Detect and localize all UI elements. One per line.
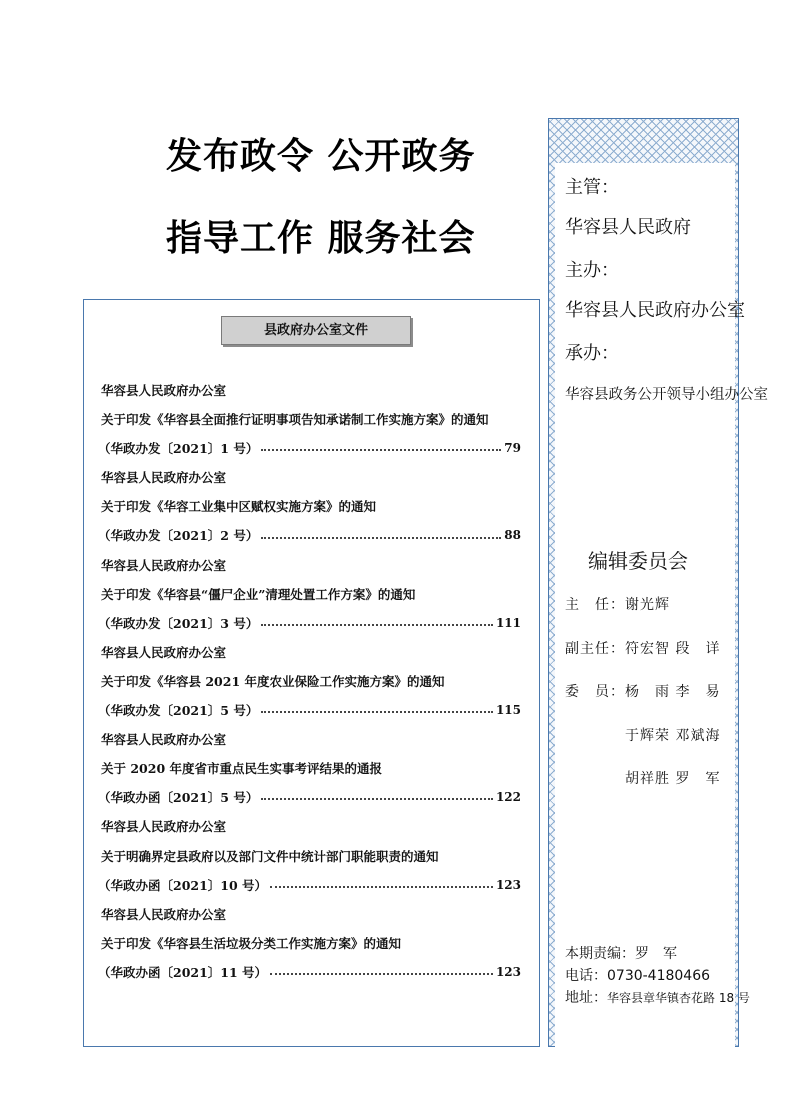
toc-entry[interactable] — [84, 725, 541, 812]
toc-entry-page-number: 123 — [495, 964, 521, 979]
toc-entry-issuer: 华容县人民政府办公室 — [101, 644, 227, 660]
toc-entry-issuer: 华容县人民政府办公室 — [101, 383, 227, 398]
masthead-panel — [555, 163, 768, 1060]
toc-entry-doc-number: （华政办发〔2021〕2 号） — [98, 528, 259, 544]
toc-entry-doc-number: （华政办发〔2021〕3 号） — [98, 615, 259, 631]
committee-member-line: 副主任：符宏智 段 详 — [565, 641, 721, 657]
toc-entry-page-number: 88 — [504, 528, 521, 543]
toc-entry-page-number: 115 — [495, 703, 521, 718]
dot-leader — [270, 973, 493, 975]
committee-member-line: 于辉荣 邓斌海 — [565, 728, 721, 744]
toc-entry[interactable] — [84, 463, 541, 550]
toc-entry-issuer: 华容县人民政府办公室 — [101, 906, 227, 922]
editor-in-charge: 本期责编：罗 军 — [565, 946, 677, 962]
toc-entry[interactable] — [84, 812, 541, 899]
toc-entry-doc-number: （华政办函〔2021〕11 号） — [98, 964, 268, 980]
committee-member-line: 胡祥胜 罗 军 — [565, 771, 721, 787]
toc-entry-title[interactable]: 关于 2020 年度省市重点民生实事考评结果的通报 — [101, 761, 382, 777]
sponsor-label: 主办： — [565, 260, 619, 281]
address-label: 地址： — [565, 990, 607, 1006]
dot-leader — [270, 886, 493, 888]
toc-entry-reference-line — [84, 871, 541, 900]
masthead-sidebar — [548, 118, 768, 1047]
dot-leader — [261, 624, 493, 626]
dot-leader — [261, 537, 501, 539]
toc-entry-title[interactable]: 关于印发《华容工业集中区赋权实施方案》的通知 — [101, 499, 377, 515]
toc-entry[interactable] — [84, 376, 541, 463]
slogan-line-2: 指导工作 服务社会 — [166, 218, 476, 259]
toc-entry-issuer: 华容县人民政府办公室 — [101, 557, 227, 573]
toc-entry[interactable] — [84, 551, 541, 638]
toc-entry-reference-line — [84, 783, 541, 812]
toc-entry-title[interactable]: 关于印发《华容县“僵尸企业”清理处置工作方案》的通知 — [101, 586, 416, 602]
toc-entry[interactable] — [84, 900, 541, 987]
toc-entry-issuer: 华容县人民政府办公室 — [101, 470, 227, 486]
dot-leader — [261, 711, 493, 713]
toc-entry-doc-number: （华政办发〔2021〕5 号） — [98, 703, 259, 719]
toc-entry-page-number: 111 — [495, 615, 521, 630]
address — [565, 987, 750, 1007]
slogan-line-1: 发布政令 公开政务 — [166, 136, 476, 177]
toc-entry-page-number: 123 — [495, 877, 521, 892]
toc-entry-issuer: 华容县人民政府办公室 — [101, 819, 227, 835]
supervisor-label: 主管： — [565, 177, 619, 198]
sponsor-name: 华容县人民政府办公室 — [565, 300, 745, 321]
toc-entry-reference-line — [84, 696, 541, 725]
organizer-label: 承办： — [565, 343, 619, 364]
phone-number: 电话：0730-4180466 — [565, 968, 711, 984]
address-value: 华容县章华镇杏花路 18 号 — [607, 991, 750, 1005]
toc-entry-list — [84, 376, 541, 987]
table-of-contents — [83, 299, 540, 1047]
toc-entry-issuer: 华容县人民政府办公室 — [101, 732, 227, 748]
toc-entry-reference-line — [84, 609, 541, 638]
toc-header: 县政府办公室文件 — [221, 316, 411, 345]
dot-leader — [261, 449, 501, 451]
toc-entry-reference-line — [84, 958, 541, 987]
committee-member-line: 主 任：谢光辉 — [565, 597, 670, 613]
toc-entry-title[interactable]: 关于印发《华容县生活垃圾分类工作实施方案》的通知 — [101, 935, 402, 951]
organizer-name: 华容县政务公开领导小组办公室 — [565, 387, 768, 403]
toc-entry-title[interactable]: 关于明确界定县政府以及部门文件中统计部门职能职责的通知 — [101, 848, 439, 864]
committee-heading: 编辑委员会 — [588, 549, 688, 573]
toc-entry-reference-line — [84, 434, 541, 463]
toc-entry-doc-number: （华政办函〔2021〕10 号） — [98, 877, 268, 893]
toc-entry-title[interactable]: 关于印发《华容县全面推行证明事项告知承诺制工作实施方案》的通知 — [101, 412, 489, 428]
toc-entry-page-number: 79 — [504, 441, 521, 456]
toc-entry[interactable] — [84, 638, 541, 725]
supervisor-name: 华容县人民政府 — [565, 217, 691, 238]
committee-member-line: 委 员：杨 雨 李 易 — [565, 684, 721, 700]
toc-entry-doc-number: （华政办发〔2021〕1 号） — [98, 441, 259, 457]
toc-entry-reference-line — [84, 521, 541, 550]
toc-entry-title[interactable]: 关于印发《华容县 2021 年度农业保险工作实施方案》的通知 — [101, 673, 445, 689]
dot-leader — [261, 798, 493, 800]
toc-entry-page-number: 122 — [495, 790, 521, 805]
toc-entry-doc-number: （华政办函〔2021〕5 号） — [98, 790, 259, 806]
